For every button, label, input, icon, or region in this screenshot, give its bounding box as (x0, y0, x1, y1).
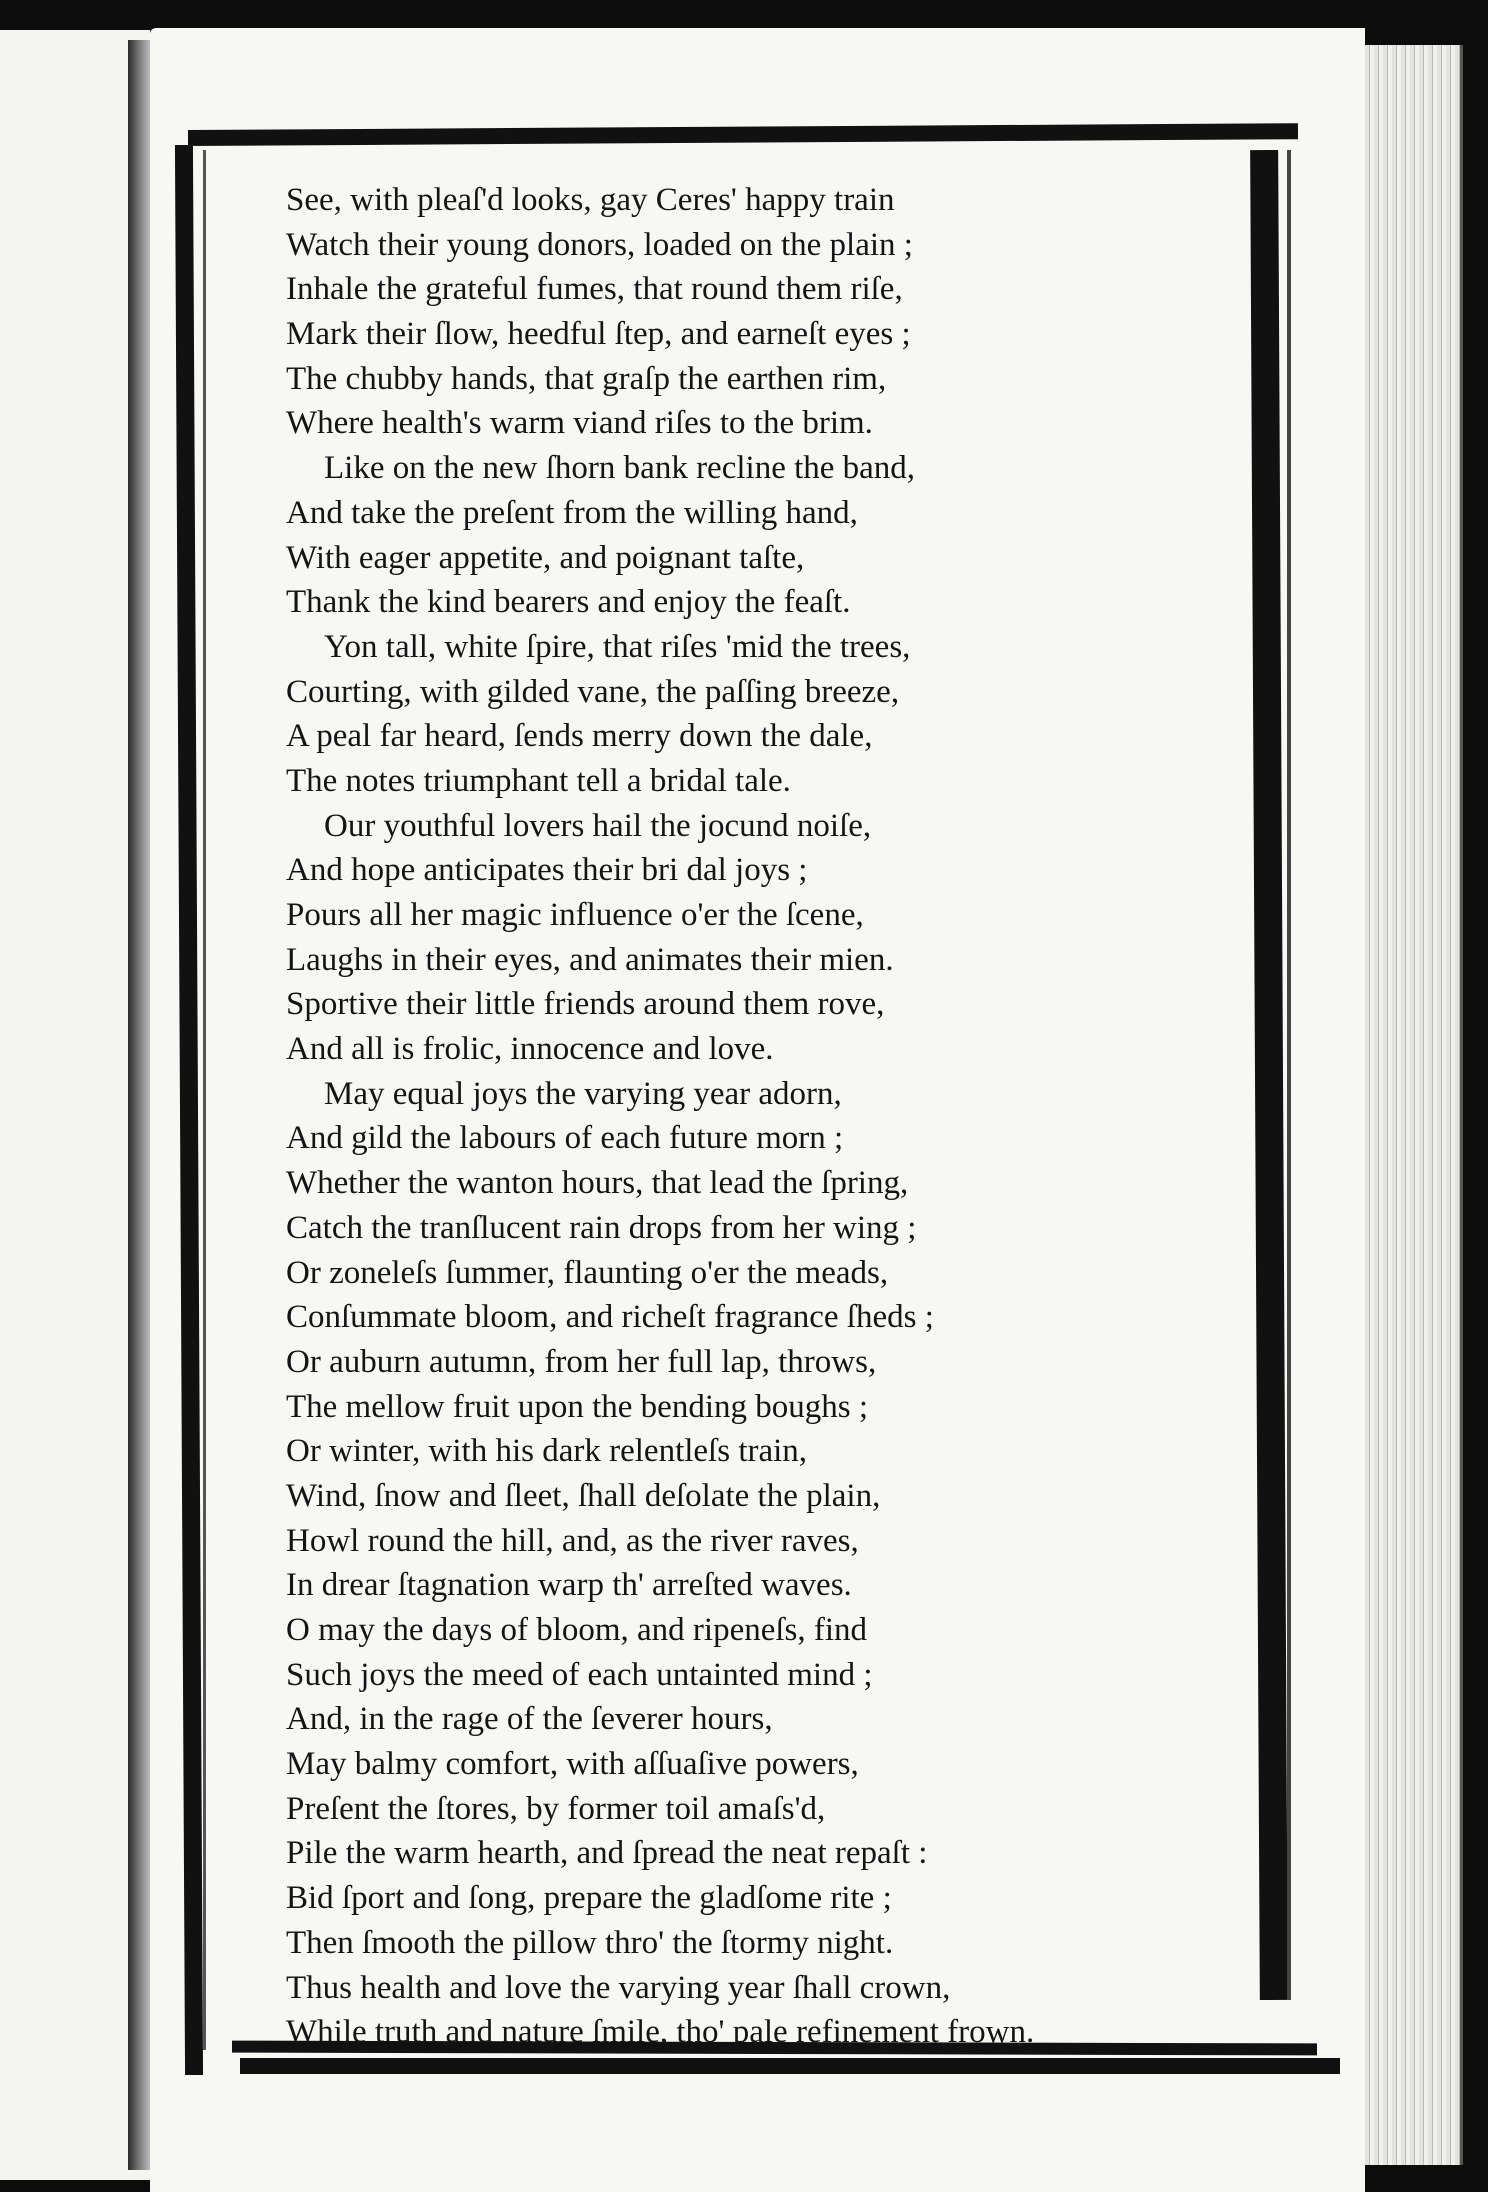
poem-line: In drear ſtagnation warp th' arreſted waves. (286, 1567, 852, 1604)
poem-line: Pile the warm hearth, and ſpread the neat repaſt : (286, 1835, 928, 1872)
poem-line: And take the preſent from the willing hand, (286, 494, 858, 531)
frame-border-right-inner (1287, 150, 1291, 2000)
frame-border-bottom-outer (240, 2058, 1340, 2074)
poem-line: Preſent the ſtores, by former toil amaſs'd, (286, 1790, 826, 1827)
poem-line: Our youthful lovers hail the jocund noiſe, (324, 807, 872, 844)
poem-line: Wind, ſnow and ſleet, ſhall deſolate the plain, (286, 1477, 881, 1514)
poem-line: The notes triumphant tell a bridal tale. (286, 762, 791, 799)
poem-line: May equal joys the varying year adorn, (324, 1075, 842, 1112)
poem-line: Thank the kind bearers and enjoy the feaſt. (286, 584, 851, 621)
poem-line: Or zoneleſs ſummer, flaunting o'er the meads, (286, 1254, 889, 1291)
poem-line: And all is frolic, innocence and love. (286, 1031, 774, 1068)
poem-line: The chubby hands, that graſp the earthen rim, (286, 360, 887, 397)
poem-line: O may the days of bloom, and ripeneſs, find (286, 1612, 868, 1648)
poem-line: And gild the labours of each future morn ; (286, 1120, 844, 1157)
poem-line: Inhale the grateful fumes, that round them riſe, (286, 271, 903, 308)
poem-line: Whether the wanton hours, that lead the ſpring, (286, 1165, 909, 1202)
page-edges (1365, 45, 1463, 2165)
poem-line: Pours all her magic influence o'er the ſcene, (286, 897, 864, 933)
poem-line: And hope anticipates their bri dal joys ; (286, 852, 808, 889)
poem-line: Like on the new ſhorn bank recline the band, (324, 450, 916, 487)
poem-line: Laughs in their eyes, and animates their mien. (286, 941, 894, 978)
poem-line: Where health's warm viand riſes to the brim. (286, 405, 873, 442)
poem-line: While truth and nature ſmile, tho' pale refinement frown. (286, 2014, 1035, 2051)
poem-line: Courting, with gilded vane, the paſſing breeze, (286, 673, 900, 710)
poem-line: Sportive their little friends around them rove, (286, 986, 885, 1023)
frame-border-left-inner (203, 150, 206, 2050)
poem-line: May balmy comfort, with aſſuaſive powers, (286, 1746, 859, 1783)
poem-line: Howl round the hill, and, as the river raves, (286, 1522, 859, 1559)
poem-line: Yon tall, white ſpire, that riſes 'mid the trees, (324, 628, 911, 665)
poem-line: Such joys the meed of each untainted mind ; (286, 1656, 873, 1693)
poem-line: Or auburn autumn, from her full lap, throws, (286, 1343, 877, 1380)
poem-line: Then ſmooth the pillow thro' the ſtormy night. (286, 1924, 894, 1961)
poem-line: And, in the rage of the ſeverer hours, (286, 1701, 773, 1738)
poem-line: The mellow fruit upon the bending boughs ; (286, 1388, 868, 1425)
poem-line: Or winter, with his dark relentleſs train, (286, 1433, 808, 1470)
poem-line: Mark their ſlow, heedful ſtep, and earneſt eyes ; (286, 316, 911, 353)
poem-line: Watch their young donors, loaded on the plain ; (286, 226, 913, 263)
poem-line: Conſummate bloom, and richeſt fragrance ſheds ; (286, 1299, 934, 1336)
poem-line: A peal far heard, ſends merry down the dale, (286, 718, 873, 755)
poem-text (286, 178, 1266, 2055)
poem-line: Bid ſport and ſong, prepare the gladſome rite ; (286, 1880, 892, 1917)
book-gutter (128, 40, 150, 2170)
poem-line: Catch the tranſlucent rain drops from her wing ; (286, 1209, 917, 1246)
poem-line: See, with pleaſ'd looks, gay Ceres' happy train (286, 182, 895, 218)
poem-line: Thus health and love the varying year ſhall crown, (286, 1969, 951, 2006)
poem-line: With eager appetite, and poignant taſte, (286, 539, 805, 576)
